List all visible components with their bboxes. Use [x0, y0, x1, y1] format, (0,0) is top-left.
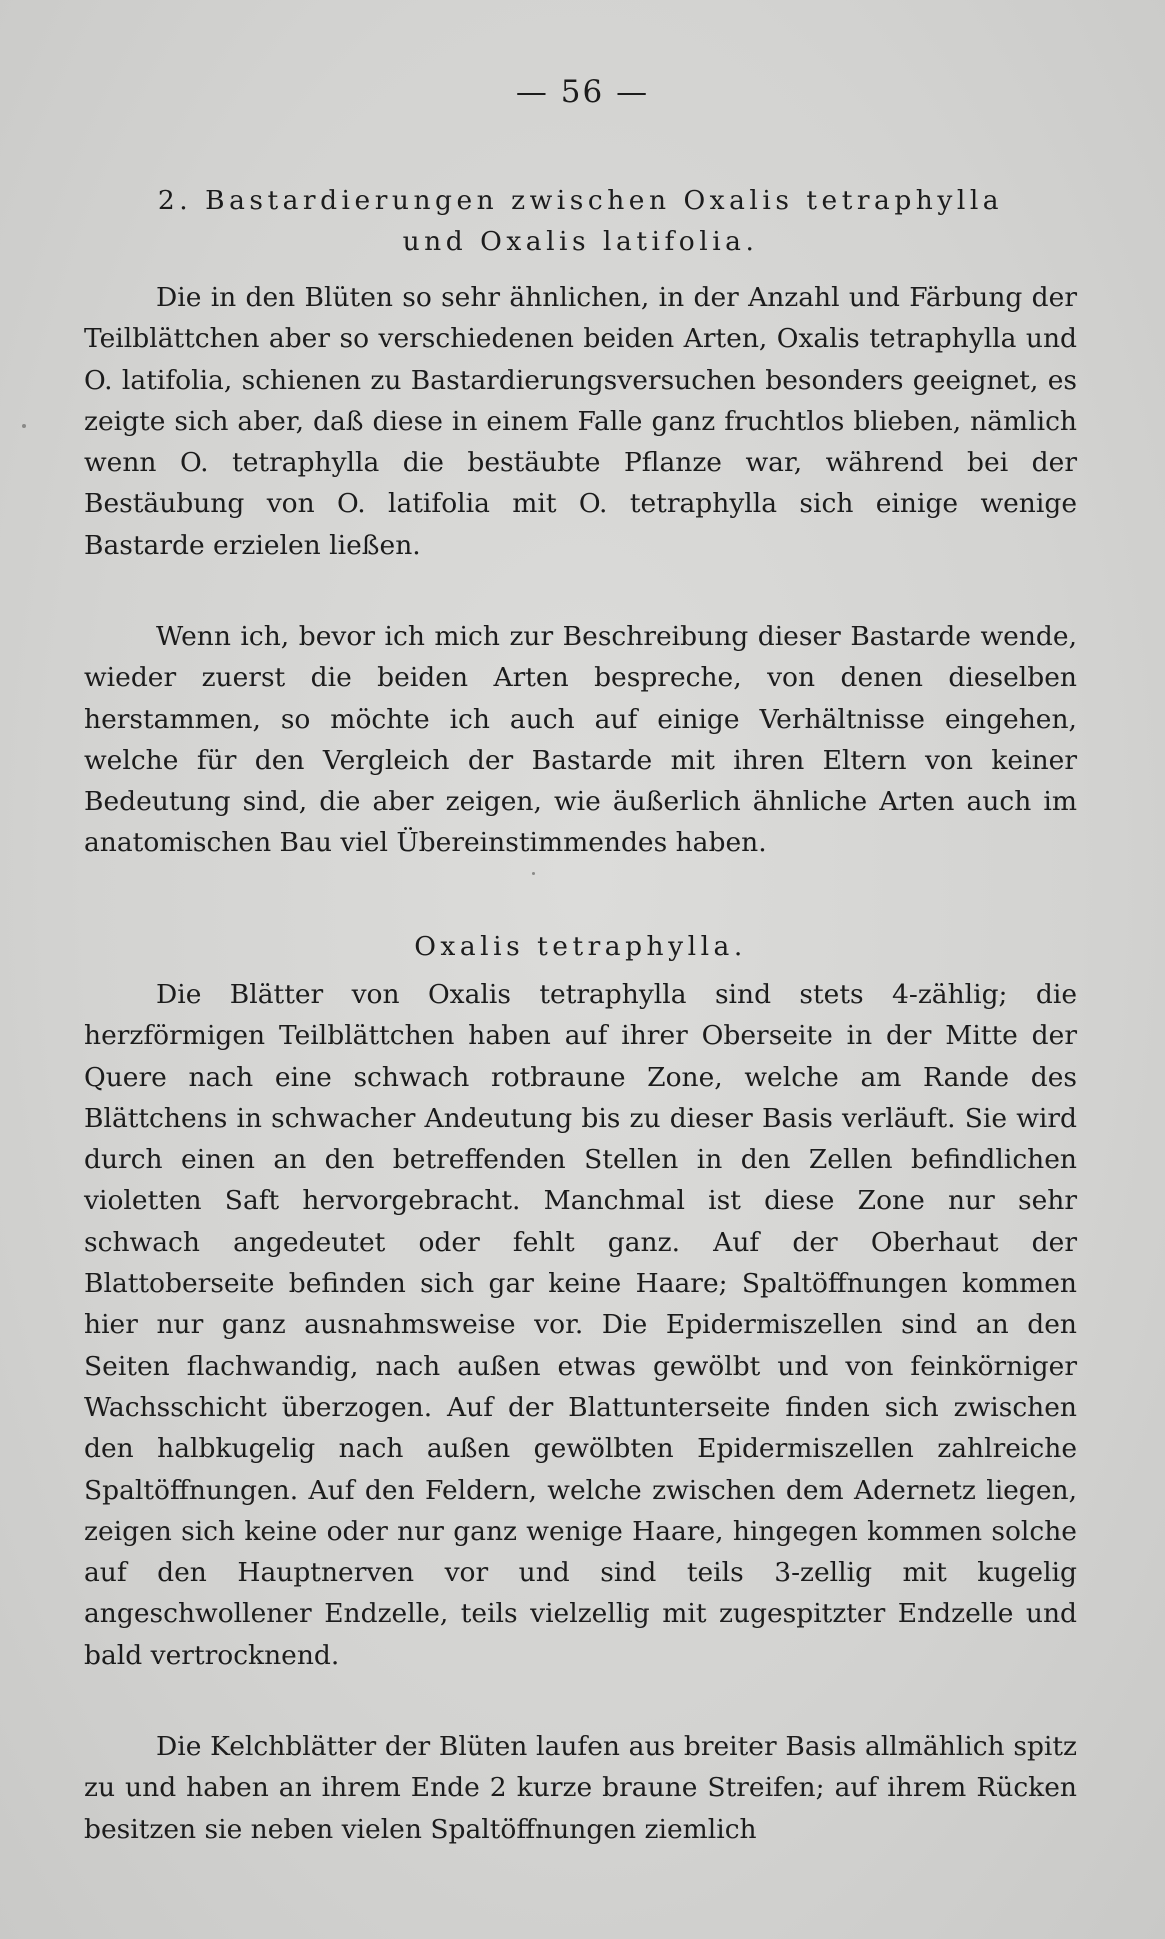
paragraph-1: Die in den Blüten so sehr ähnlichen, in der Anzahl und Färbung der Teilblättchen aber so verschiedenen beiden Arten, Oxalis tetraphylla und O. latifolia, schienen zu Bastardierungsversuchen besonders geeignet, es zeigte sich aber, daß diese in einem Falle ganz fruchtlos blieben, nämlich wenn O. tetraphylla die bestäubte Pflanze war, während bei der Bestäubung von O. latifolia mit O. tetraphylla sich einige wenige Bastarde erzielen ließen.: [84, 282, 1077, 561]
paper-speck: [532, 872, 535, 875]
subsection-heading-block: [84, 926, 1077, 967]
paragraph-2: Wenn ich, bevor ich mich zur Beschreibung dieser Bastarde wende, wieder zuerst die beiden Arten bespreche, von denen dieselben herstammen, so möchte ich auch auf einige Verhältnisse eingehen, welche für den Vergleich der Bastarde mit ihren Eltern von keiner Bedeutung sind, die aber zeigen, wie äußerlich ähnliche Arten auch im anatomischen Bau viel Übereinstimmendes haben.: [84, 621, 1077, 859]
section-heading-line-2: und Oxalis latifolia.: [402, 226, 759, 258]
intro-text: [84, 277, 1077, 566]
section-text-2: [84, 1726, 1077, 1850]
section-heading: [84, 180, 1077, 263]
section-text: [84, 974, 1077, 1676]
heading-block: [84, 180, 1077, 263]
section-heading-line-1: 2. Bastardierungen zwischen Oxalis tetraphylla: [157, 185, 1004, 216]
intro-text-2: [84, 616, 1077, 864]
paragraph-3: Die Blätter von Oxalis tetraphylla sind stets 4-zählig; die herzförmigen Teilblättchen haben auf ihrer Oberseite in der Mitte der Quere nach eine schwach rotbraune Zone, welche am Rande des Blättchens in schwacher Andeutung bis zu dieser Basis verläuft. Sie wird durch einen an den betreffenden Stellen in den Zellen befindlichen violetten Saft hervorgebracht. Manchmal ist diese Zone nur sehr schwach angedeutet oder fehlt ganz. Auf der Oberhaut der Blattoberseite befinden sich gar keine Haare; Spaltöffnungen kommen hier nur ganz ausnahmsweise vor. Die Epidermiszellen sind an den Seiten flachwandig, nach außen etwas gewölbt und von feinkörniger Wachsschicht überzogen. Auf der Blattunterseite finden sich zwischen den halbkugelig nach außen gewölbten Epidermiszellen zahlreiche Spaltöffnungen. Auf den Feldern, welche zwischen dem Adernetz liegen, zeigen sich keine oder nur ganz wenige Haare, hingegen kommen solche auf den Hauptnerven vor und sind teils 3-zellig mit kugelig angeschwollener Endzelle, teils vielzellig mit zugespitzter Endzelle und bald vertrocknend.: [84, 979, 1077, 1671]
paragraph-4: Die Kelchblätter der Blüten laufen aus breiter Basis allmählich spitz zu und haben an ihrem Ende 2 kurze braune Streifen; auf ihrem Rücken besitzen sie neben vielen Spaltöffnungen ziemlich: [84, 1731, 1077, 1845]
page-number: — 56 —: [515, 74, 650, 110]
paper-speck: [22, 424, 26, 428]
subsection-heading: Oxalis tetraphylla.: [414, 931, 747, 962]
